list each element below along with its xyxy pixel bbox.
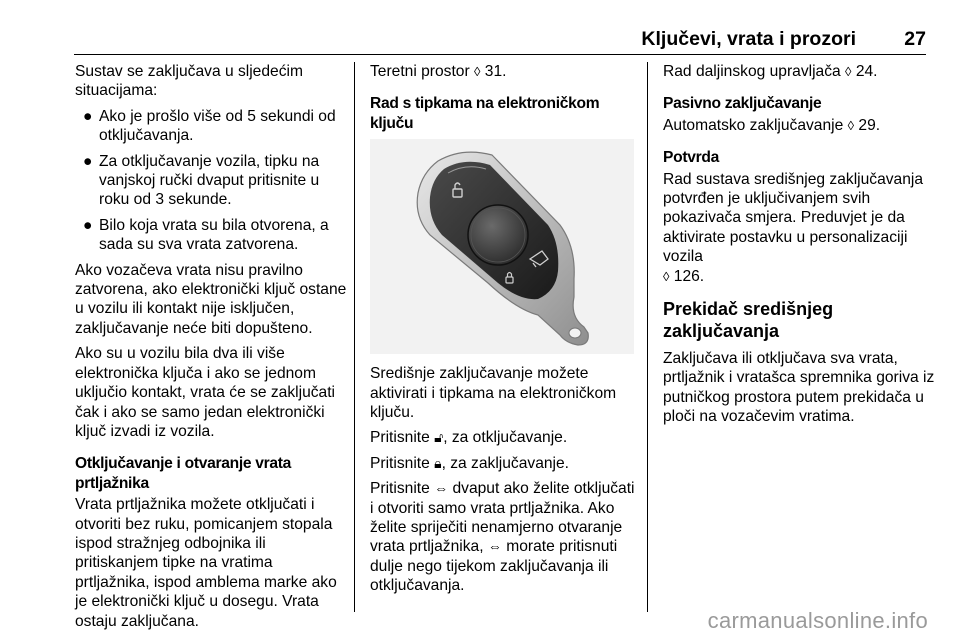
paragraph-trunk: Pritisnite ⇔ dvaput ako želite otključati i otvoriti samo vrata prtljažnika. Ako želite spriječiti nenamjerno otvaranje vrata prtljažnika, ⇔ morate pritisnuti dulje nego tijekom zaključavanja ili otključavanja.: [370, 480, 635, 595]
intro-paragraph: Sustav se zaključava u sljedećim situacijama:: [75, 63, 303, 100]
reference-arrow-icon: ◊: [663, 268, 670, 284]
paragraph: Zaključava ili otključava sva vrata, prtljažnik i vratašca spremnika goriva iz putničkog prostora putem prekidača u ploči na vozačevim vratima.: [663, 350, 935, 426]
trunk-icon: ⇔: [434, 480, 449, 497]
lock-icon: 🔒︎: [434, 454, 442, 471]
section-heading-key-buttons: Rad s tipkama na elektroničkom ključu: [370, 95, 600, 132]
paragraph: Rad sustava središnjeg zaključavanja potvrđen je uključivanjem svih pokazivača smjera. Preduvjet je da aktivirate postavku u personalizaciji vozila ◊ 126.: [663, 170, 924, 285]
page-header: [74, 28, 926, 55]
paragraph-lock: Pritisnite 🔒︎, za zaključavanje.: [370, 454, 570, 472]
section-heading-trunk: Otključavanje i otvaranje vrata prtljažnika: [75, 455, 292, 492]
electronic-key-figure: [370, 139, 634, 354]
column-3: [663, 62, 935, 433]
cross-reference-cargo: Teretni prostor ◊ 31.: [370, 63, 507, 80]
reference-arrow-icon: ◊: [845, 64, 852, 79]
list-item: ● Za otključavanje vozila, tipku na vanjskoj ručki dvaput pritisnite u roku od 3 sekunde.: [83, 152, 320, 209]
page-link[interactable]: 24.: [855, 63, 878, 80]
reference-arrow-icon: ◊: [474, 64, 481, 79]
section-heading-central-lock-switch: Prekidač središnjeg zaključavanja: [663, 299, 834, 342]
page-link[interactable]: 29.: [858, 116, 881, 134]
page-number: 27: [904, 28, 926, 50]
section-heading-passive: Pasivno zaključavanje: [663, 95, 822, 113]
cross-reference-remote: Rad daljinskog upravljača ◊ 24.: [663, 63, 878, 80]
paragraph: Središnje zaključavanje možete aktivirati i tipkama na elektroničkom ključu.: [370, 365, 617, 422]
paragraph: Ako vozačeva vrata nisu pravilno zatvorena, ako elektronički ključ ostane u vozilu ili kontakt nije isključen, zaključavanje neće biti dopušteno.: [75, 261, 347, 337]
bullet-icon: ●: [83, 152, 93, 170]
watermark: carmanualsonline.info: [707, 608, 928, 633]
key-fob-illustration: [370, 139, 634, 354]
unlock-icon: 🔓︎: [434, 429, 444, 446]
page-link[interactable]: 31.: [484, 63, 507, 80]
bullet-icon: ●: [83, 107, 93, 125]
paragraph: Ako su u vozilu bila dva ili više elektronička ključa i ako se jednom uključio kontakt, vrata će se zaključati čak i ako se samo jedan elektronički ključ izvadi iz vozila.: [75, 345, 336, 440]
column-divider: [354, 62, 355, 612]
page-link[interactable]: 126.: [673, 267, 705, 285]
paragraph-unlock: Pritisnite 🔓︎, za otključavanje.: [370, 429, 568, 447]
column-divider: [647, 62, 648, 612]
section-heading-confirmation: Potvrda: [663, 149, 719, 167]
reference-arrow-icon: ◊: [847, 117, 855, 133]
column-1: [75, 62, 347, 637]
paragraph: Vrata prtljažnika možete otključati i otvoriti bez ruku, pomicanjem stopala ispod stražnjeg odbojnika ili pritiskanjem tipke na vratima prtljažnika, ispod amblema marke ako je elektronički ključ u dosegu. Vrata ostaju zaključana.: [75, 496, 337, 630]
chapter-title: Ključevi, vrata i prozori: [641, 28, 856, 50]
column-2: [370, 62, 642, 602]
list-item: ● Bilo koja vrata su bila otvorena, a sada su sva vrata zatvorena.: [83, 216, 329, 254]
trunk-icon: ⇔: [487, 538, 502, 555]
lock-conditions-list: [75, 107, 347, 255]
cross-reference-auto: Automatsko zaključavanje ◊ 29.: [663, 116, 881, 134]
bullet-icon: ●: [83, 216, 93, 234]
list-item: ● Ako je prošlo više od 5 sekundi od otključavanja.: [83, 107, 336, 145]
